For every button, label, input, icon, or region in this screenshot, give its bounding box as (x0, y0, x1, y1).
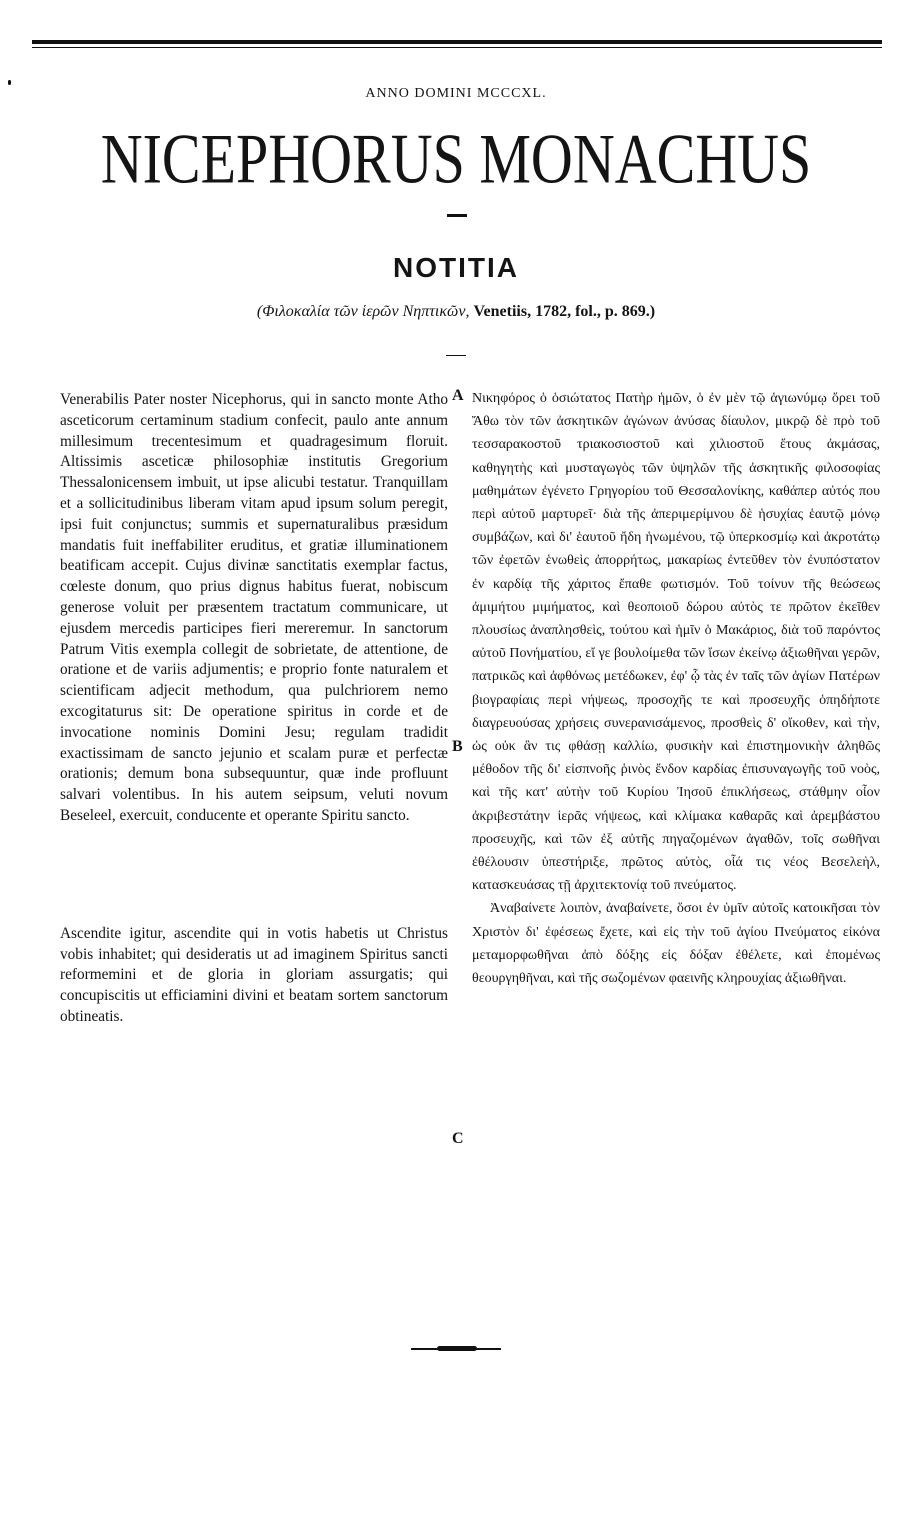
margin-letter-a: A (452, 387, 464, 404)
top-rule-thick (32, 40, 882, 44)
top-rule-thin (32, 47, 882, 48)
source-latin: Venetiis, 1782, fol., p. 869.) (473, 303, 656, 320)
source-greek: (Φιλοκαλία τῶν ἱερῶν Νηπτικῶν, (256, 303, 470, 320)
margin-letter-b: B (452, 738, 463, 755)
section-divider (446, 355, 466, 356)
source-citation (0, 303, 912, 321)
greek-column (472, 387, 880, 990)
end-ornament-swell (437, 1346, 477, 1351)
end-ornament (411, 1346, 501, 1352)
latin-paragraph-2: Ascendite igitur, ascendite qui in votis habetis ut Christus vobis inhabitet; qui desideratis ut ad imaginem Spiritus sancti reformemini et de gloria in gloriam assurgatis; qui concupiscitis ut efficiamini divini et beatam sortem sanctorum obtineatis. (60, 924, 448, 1025)
year-line: ANNO DOMINI MCCCXL. (365, 86, 547, 101)
greek-paragraph-1: Νικηφόρος ὁ ὁσιώτατος Πατὴρ ἡμῶν, ὁ ἐν μὲν τῷ ἁγιωνύμῳ ὄρει τοῦ Ἄθω τὸν τῶν ἀσκητικῶν ἀγώνων ἀνύσας δίαυλον, μικρῷ δὲ πρὸ τοῦ τεσσαρακοστοῦ τριακοσιοστοῦ καὶ χιλιοστοῦ ἔτους ἀκμάσας, καθηγητὴς καὶ μυσταγωγὸς τῶν ὑψηλῶν τῆς ἀσκητικῆς φιλοσοφίας μαθημάτων ἐγένετο Γρηγορίου τοῦ Θεσσαλονίκης, καθάπερ αὐτός που περὶ αὐτοῦ μαρτυρεῖ· διὰ τῆς ἀπεριμερίμνου δὲ ἡσυχίας ἑαυτῷ μόνῳ συμβάζων, καὶ δι' ἑαυτοῦ ἤδη ἡνωμένου, τῷ ὑπερκοσμίῳ καὶ ἀκροτάτῳ τῶν ἐφετῶν ἑνωθεὶς ἀπορρήτως, μακαρίως ἐντεῦθεν τὸν ἐνυπόστατον ἐν καρδίᾳ τῆς χάριτος ἔπαθε φωτισμόν. Τοῦ τοίνυν τῆς θεώσεως ἀμιμήτου μιμήματος, καὶ θεοποιοῦ δώρου αὐτὸς τε πρῶτον ἐκεῖθεν πλουσίως ἀναπλησθεὶς, τούτου καὶ ἡμῖν ὁ Μακάριος, διὰ τοῦ παρόντος αὐτοῦ Πονήματίου, εἴ γε βουλοίμεθα τῶν ἴσων ἐκείνῳ ἀξιωθῆναι γερῶν, πατρικῶς καὶ ἀφθόνως μετέδωκεν, ἐφ' ᾧ τὰς ἐν ταῖς τῶν ἁγίων Πατέρων βιογραφίαις περὶ νήψεως, προσοχῆς τε καὶ προσευχῆς ὁπηδήποτε διαγρευούσας χρήσεις συνερανισάμενος, προσθεὶς δ' οἴκοθεν, καὶ τὴν, ὡς οὐκ ἂν τις φθάσῃ καλλίω, φυσικὴν καὶ ἐπιστημονικὴν ἀληθῶς μέθοδον τῆς δι' εἰσπνοῆς ῥινὸς ἔνδον καρδίας ἐπισυναγωγῆς τοῦ νοὸς, καὶ τῆς κατ' αὐτὴν τοῦ Κυρίου Ἰησοῦ ἐπικλήσεως, στάθμην οἷον ἀκριβεστάτην ἱερᾶς νήψεως, καὶ κλίμακα καθαρᾶς καὶ ἀρεμβάστου προσευχῆς, καὶ τῶν ἐξ αὐτῆς πηγαζομένων ἀγαθῶν, τοῖς σωθῆναι ἐθέλουσιν ὑπεστήριξε, πρῶτος αὐτὸς, οἷά τις νέος Βεσελεὴλ, κατασκευάσας τῇ ἀρχιτεκτονίᾳ τοῦ πνεύματος. (472, 391, 880, 894)
margin-letter-c: C (452, 1130, 464, 1147)
page-title: NICEPHORUS MONACHUS (100, 119, 812, 199)
section-heading: NOTITIA (393, 252, 519, 283)
greek-paragraph-2: Ἀναβαίνετε λοιπὸν, ἀναβαίνετε, ὅσοι ἐν ὑμῖν αὐτοῖς κατοικῆσαι τὸν Χριστὸν δι' ἐφέσεως ἔχετε, καὶ εἰς τὴν τοῦ ἁγίου Πνεύματος εἰκόνα μεταμορφωθῆναι ἀπὸ δόξης εἰς δόξαν ἐθέλετε, καὶ ἑπομένως θεουργηθῆναι, καὶ τῆς σωζομένων φαεινῆς κληρουχίας ἀξιωθῆναι. (472, 901, 880, 987)
title-divider (447, 214, 467, 217)
latin-column (60, 390, 448, 1028)
latin-paragraph-1: Venerabilis Pater noster Nicephorus, qui in sancto monte Atho asceticorum certaminum stadium confecit, paulo ante annum millesimum trecentesimum et quadragesimum floruit. Altissimis asceticæ philosophiæ institutis Gregorium Thessalonicensem imbuit, ut ipse alicubi testatur. Tranquillam et a sollicitudinibus liberam vitam apud ipsum solum peregit, ipsi fuit conjunctus; summis et supernaturalibus præsidum mandatis fuit ineffabiliter eruditus, et gratiæ illuminationem beatificam accepit. Cujus divinæ sanctitatis exemplar factus, cœleste donum, quo prius dignus habitus fuerat, nobiscum generose voluit per præsentem tractatum communicare, ut ejusdem mercedis participes fieri mereremur. In sanctorum Patrum Vitis exempla collegit de sobrietate, de attentione, de oratione et de variis adjumentis; e proprio fonte naturalem et scientificam adjecit methodum, qua pulchriorem nemo excogitaturus sit: De operatione spiritus in corde et de invocatione nominis Domini Jesu; regulam tradidit exactissimam de sancto jejunio et scalam puræ et perfectæ orationis; demum bona subsequuntur, quæ inde profluunt salvari volentibus. In his autem seipsum, veluti novum Beseleel, exercuit, conducente et operante Spiritu sancto. (60, 391, 448, 824)
print-speck (8, 80, 11, 85)
